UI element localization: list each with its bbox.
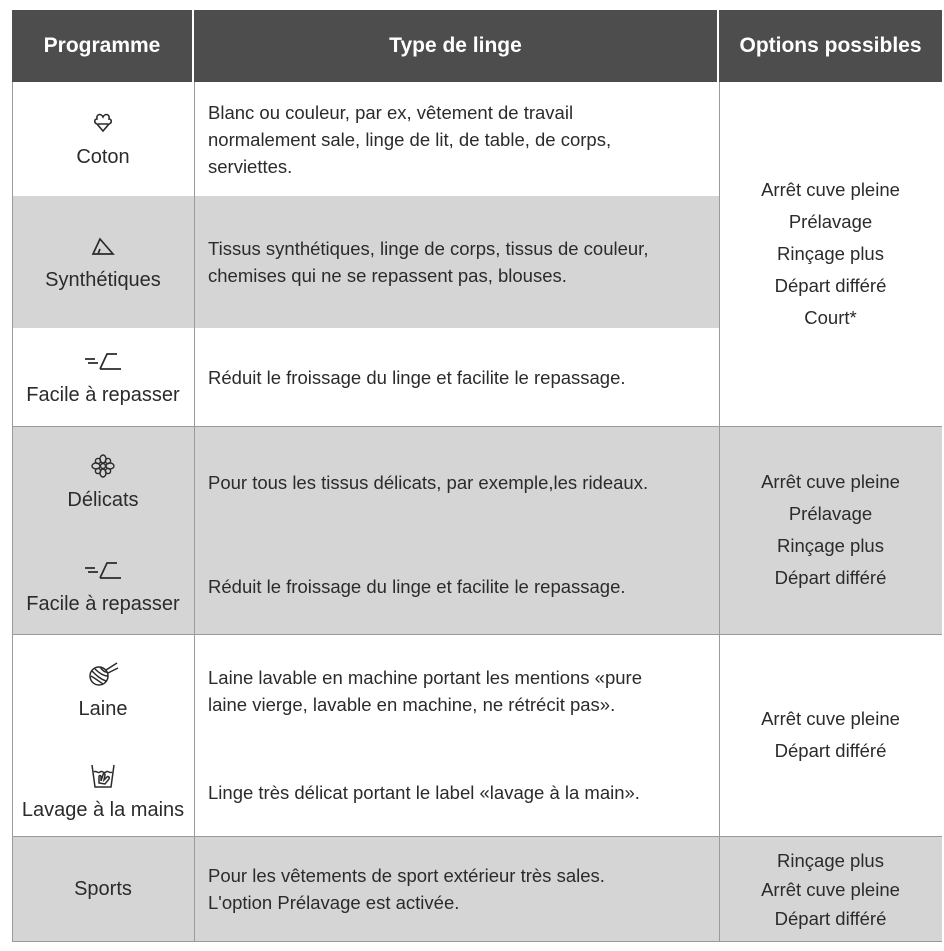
option-item: Court*	[804, 307, 857, 328]
type-line: Blanc ou couleur, par ex, vêtement de travail	[208, 101, 574, 123]
programme-cell-laine	[12, 634, 194, 748]
option-item: Départ différé	[774, 567, 887, 588]
wool-yarn-icon	[86, 660, 120, 690]
type-line: Pour les vêtements de sport extérieur très sales.	[208, 865, 605, 886]
type-cell-lavage-a-la-mains	[194, 748, 719, 836]
option-item: Départ différé	[774, 907, 887, 929]
cotton-flower-icon	[91, 108, 115, 138]
grid-line	[719, 82, 720, 942]
synthetic-triangle-icon	[90, 231, 116, 261]
easy-iron-icon	[83, 346, 123, 376]
type-cell-facile-a-repasser	[194, 328, 719, 426]
type-line: Laine lavable en machine portant les mentions «pure	[208, 667, 643, 688]
programme-name: Sports	[74, 878, 132, 900]
hand-wash-icon	[90, 761, 116, 791]
option-item: Prélavage	[788, 211, 873, 232]
programme-cell-facile-a-repasser	[12, 328, 194, 426]
grid-line	[12, 941, 942, 942]
header-programme: Programme	[12, 10, 192, 82]
easy-iron-icon	[83, 555, 123, 585]
programme-name: Facile à repasser	[26, 593, 180, 615]
option-item: Arrêt cuve pleine	[761, 878, 900, 900]
type-line: laine vierge, lavable en machine, ne rétrécit pas».	[208, 694, 616, 715]
type-cell-sports	[194, 836, 719, 942]
programme-cell-delicats	[12, 426, 194, 538]
programme-cell-coton	[12, 82, 194, 196]
grid-line	[12, 426, 942, 427]
header-type-de-linge: Type de linge	[194, 10, 717, 82]
header-options-possibles: Options possibles	[719, 10, 942, 82]
option-item: Départ différé	[774, 740, 887, 761]
options-cell-group-2	[719, 426, 942, 634]
option-item: Prélavage	[788, 503, 873, 524]
delicate-flower-icon	[90, 451, 116, 481]
programme-cell-synthetiques	[12, 196, 194, 328]
option-item: Rinçage plus	[777, 849, 884, 871]
programme-name: Synthétiques	[45, 269, 161, 291]
type-line: Réduit le froissage du linge et facilite le repassage.	[208, 366, 626, 388]
type-line: Pour tous les tissus délicats, par exemple,les rideaux.	[208, 471, 649, 493]
options-cell-group-1	[719, 82, 942, 426]
option-item: Départ différé	[774, 275, 887, 296]
programme-name: Laine	[78, 698, 128, 720]
type-line: Tissus synthétiques, linge de corps, tissus de couleur,	[208, 238, 649, 259]
programme-table	[12, 10, 942, 942]
option-item: Arrêt cuve pleine	[761, 708, 900, 729]
type-line: serviettes.	[208, 155, 293, 177]
type-line: normalement sale, linge de lit, de table, de corps,	[208, 128, 612, 150]
option-item: Arrêt cuve pleine	[761, 471, 900, 492]
type-line: Linge très délicat portant le label «lavage à la main».	[208, 781, 640, 803]
programme-name: Facile à repasser	[26, 384, 180, 406]
option-item: Arrêt cuve pleine	[761, 179, 900, 200]
type-cell-laine	[194, 634, 719, 748]
option-item: Rinçage plus	[777, 243, 884, 264]
type-cell-coton	[194, 82, 719, 196]
programme-name: Lavage à la mains	[21, 799, 185, 821]
programme-cell-sports	[12, 836, 194, 942]
options-cell-group-4	[719, 836, 942, 942]
type-cell-synthetiques	[194, 196, 719, 328]
grid-line	[12, 836, 942, 837]
grid-line	[12, 82, 13, 942]
programme-cell-lavage-a-la-mains	[12, 748, 194, 836]
options-cell-group-3	[719, 634, 942, 836]
type-line: chemises qui ne se repassent pas, blouses.	[208, 265, 567, 286]
type-line: Réduit le froissage du linge et facilite le repassage.	[208, 575, 626, 597]
type-cell-delicats	[194, 426, 719, 538]
grid-line	[194, 82, 195, 942]
programme-cell-facile-a-repasser-2	[12, 538, 194, 634]
type-cell-facile-a-repasser-2	[194, 538, 719, 634]
programme-name: Délicats	[67, 489, 139, 511]
grid-line	[12, 634, 942, 635]
type-line: L'option Prélavage est activée.	[208, 892, 460, 913]
option-item: Rinçage plus	[777, 535, 884, 556]
programme-name: Coton	[76, 146, 130, 168]
